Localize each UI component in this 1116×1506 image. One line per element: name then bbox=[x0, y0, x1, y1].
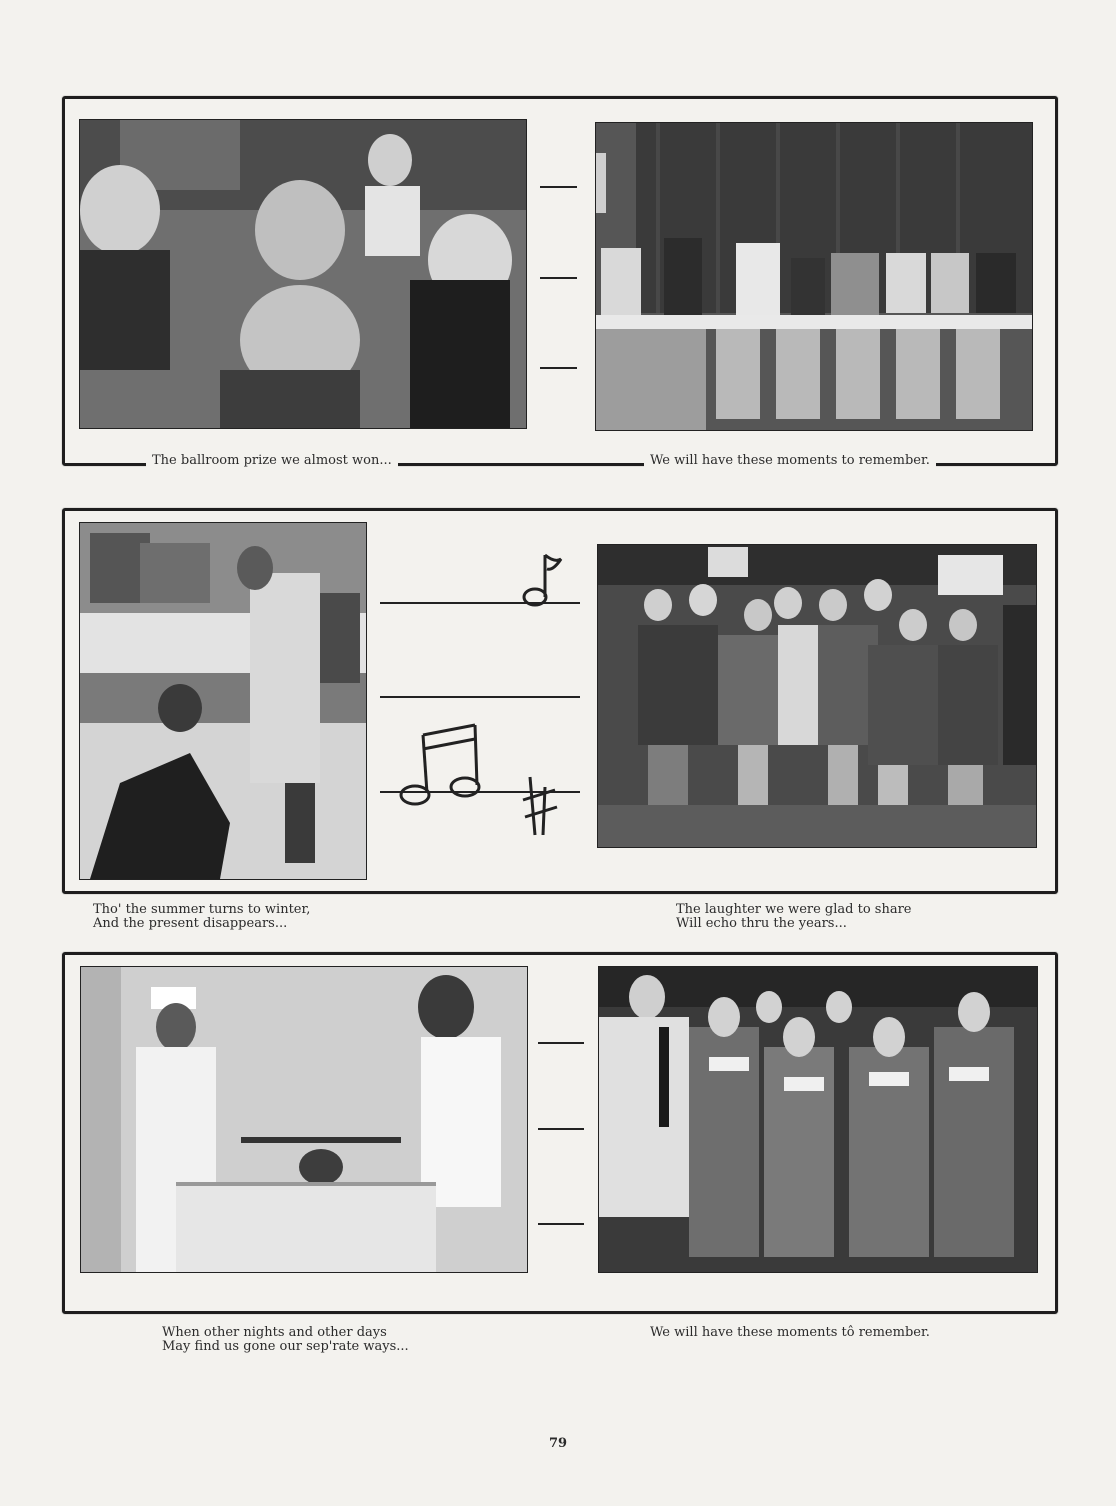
caption-line: May find us gone our sep'rate ways... bbox=[162, 1339, 409, 1354]
staff-line bbox=[540, 186, 577, 188]
photo-costumed-students bbox=[597, 544, 1037, 848]
staff-line bbox=[540, 277, 577, 279]
caption-line: We will have these moments to remember. bbox=[644, 453, 936, 468]
photo-head-table-group bbox=[595, 122, 1033, 431]
musical-staff bbox=[375, 545, 587, 845]
caption-line: The ballroom prize we almost won... bbox=[146, 453, 398, 468]
staff-line bbox=[538, 1223, 584, 1225]
eighth-note-icon bbox=[524, 555, 561, 605]
section-1-caption-left bbox=[146, 454, 398, 468]
section-2-caption-left bbox=[93, 903, 310, 931]
caption-line: Tho' the summer turns to winter, bbox=[93, 902, 311, 917]
caption-line: We will have these moments tô remember. bbox=[650, 1325, 930, 1340]
staff-line bbox=[538, 1128, 584, 1130]
caption-line: When other nights and other days bbox=[162, 1325, 387, 1340]
staff-line bbox=[540, 367, 577, 369]
page-number: 79 bbox=[548, 1436, 568, 1451]
section-3-caption-left bbox=[162, 1326, 409, 1354]
caption-line: Will echo thru the years... bbox=[676, 916, 847, 931]
section-1-caption-right bbox=[644, 454, 936, 468]
caption-line: And the present disappears... bbox=[93, 916, 288, 931]
staff-line bbox=[538, 1042, 584, 1044]
caption-line: The laughter we were glad to share bbox=[676, 902, 912, 917]
sharp-sign-icon bbox=[523, 777, 557, 835]
photo-choir-singing bbox=[598, 966, 1038, 1273]
section-2-caption-right bbox=[676, 903, 912, 931]
photo-snow-helping-hand bbox=[79, 522, 367, 880]
section-3-caption-right bbox=[650, 1326, 930, 1340]
photo-ballroom-dance bbox=[79, 119, 527, 429]
photo-nurse-bedside bbox=[80, 966, 528, 1273]
